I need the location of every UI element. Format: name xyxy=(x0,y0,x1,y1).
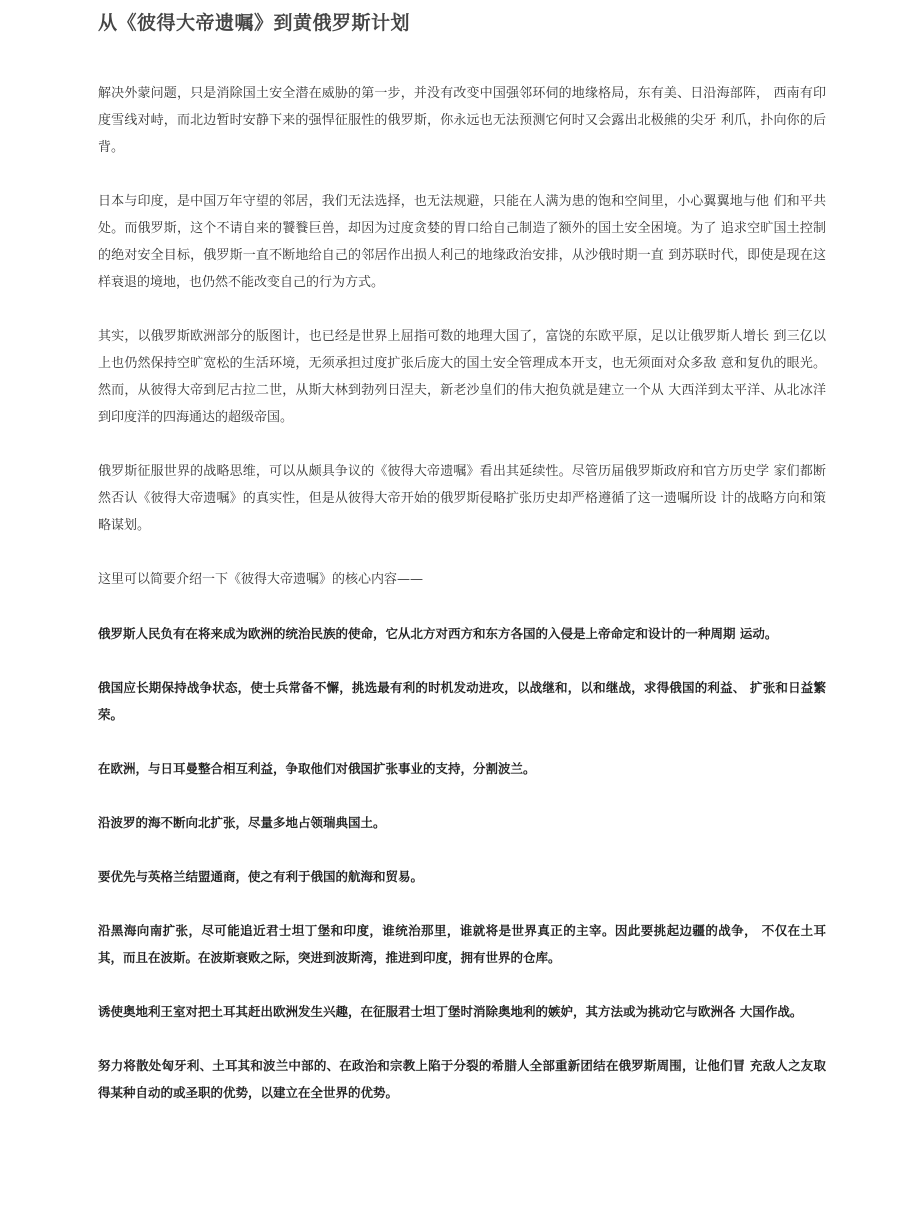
paragraph-territory: 其实，以俄罗斯欧洲部分的版图计，也已经是世界上屈指可数的地理大国了，富饶的东欧平原，足以让俄罗斯人增长 到三亿以上也仍然保持空旷宽松的生活环境，无须承担过度扩张后庞大的国土安全管理成本开支，也无须面对众多敌 意和复仇的眼光。然而，从彼得大帝到尼古拉二世，从斯大林到勃列日涅夫，新老沙皇们的伟大抱负就是建立一个从 大西洋到太平洋、从北冰洋到印度洋的四海通达的超级帝国。 xyxy=(98,329,826,425)
paragraph-mongolia: 解决外蒙问题，只是消除国土安全潜在威胁的第一步，并没有改变中国强邻环伺的地缘格局，东有美、日沿海部阵， 西南有印度雪线对峙，而北边暂时安静下来的强悍征服性的俄罗斯，你永远也无法预测它何时又会露出北极熊的尖牙 利爪，扑向你的后背。 xyxy=(98,86,826,155)
page-title: 从《彼得大帝遗嘱》到黄俄罗斯计划 xyxy=(98,12,411,34)
article-body xyxy=(98,80,826,1106)
paragraph-strategy: 俄罗斯征服世界的战略思维，可以从颇具争议的《彼得大帝遗嘱》看出其延续性。尽管历届俄罗斯政府和官方历史学 家们都断然否认《彼得大帝遗嘱》的真实性，但是从彼得大帝开始的俄罗斯侵略扩张历史却严格遵循了这一遗嘱所设 计的战略方向和策略谋划。 xyxy=(98,464,826,533)
testament-point: 要优先与英格兰结盟通商，使之有利于俄国的航海和贸易。 xyxy=(98,869,424,884)
testament-point: 诱使奥地利王室对把土耳其赶出欧洲发生兴趣，在征服君士坦丁堡时消除奥地利的嫉妒，其方法或为挑动它与欧洲各 大国作战。 xyxy=(98,1004,803,1019)
testament-point: 在欧洲，与日耳曼整合相互利益，争取他们对俄国扩张事业的支持，分割波兰。 xyxy=(98,761,536,776)
paragraph-intro: 这里可以简要介绍一下《彼得大帝遗嘱》的核心内容—— xyxy=(98,572,424,587)
testament-point: 俄罗斯人民负有在将来成为欧洲的统治民族的使命，它从北方对西方和东方各国的入侵是上帝命定和设计的一种周期 运动。 xyxy=(98,626,778,641)
testament-point: 沿黑海向南扩张，尽可能追近君士坦丁堡和印度，谁统治那里，谁就将是世界真正的主宰。因此要挑起边疆的战争， 不仅在土耳其，而且在波斯。在波斯衰败之际，突进到波斯湾，推进到印度，拥有世界的仓库。 xyxy=(98,923,826,965)
document-page xyxy=(98,0,826,1133)
testament-point: 俄国应长期保持战争状态，使士兵常备不懈，挑选最有利的时机发动进攻，以战继和，以和继战，求得俄国的利益、 扩张和日益繁荣。 xyxy=(98,680,826,722)
paragraph-neighbors: 日本与印度，是中国万年守望的邻居，我们无法选择，也无法规避，只能在人满为患的饱和空间里，小心翼翼地与他 们和平共处。而俄罗斯，这个不请自来的饕餮巨兽，却因为过度贪婪的胃口给自己制造了额外的国土安全困境。为了 追求空旷国土控制的绝对安全目标，俄罗斯一直不断地给自己的邻居作出损人利己的地缘政治安排，从沙俄时期一直 到苏联时代，即使是现在这样衰退的境地，也仍然不能改变自己的行为方式。 xyxy=(98,194,826,290)
testament-point: 努力将散处匈牙利、土耳其和波兰中部的、在政治和宗教上陷于分裂的希腊人全部重新团结在俄罗斯周围，让他们冒 充敌人之友取得某种自动的或圣职的优势，以建立在全世界的优势。 xyxy=(98,1058,826,1100)
testament-point: 沿波罗的海不断向北扩张，尽量多地占领瑞典国土。 xyxy=(98,815,386,830)
